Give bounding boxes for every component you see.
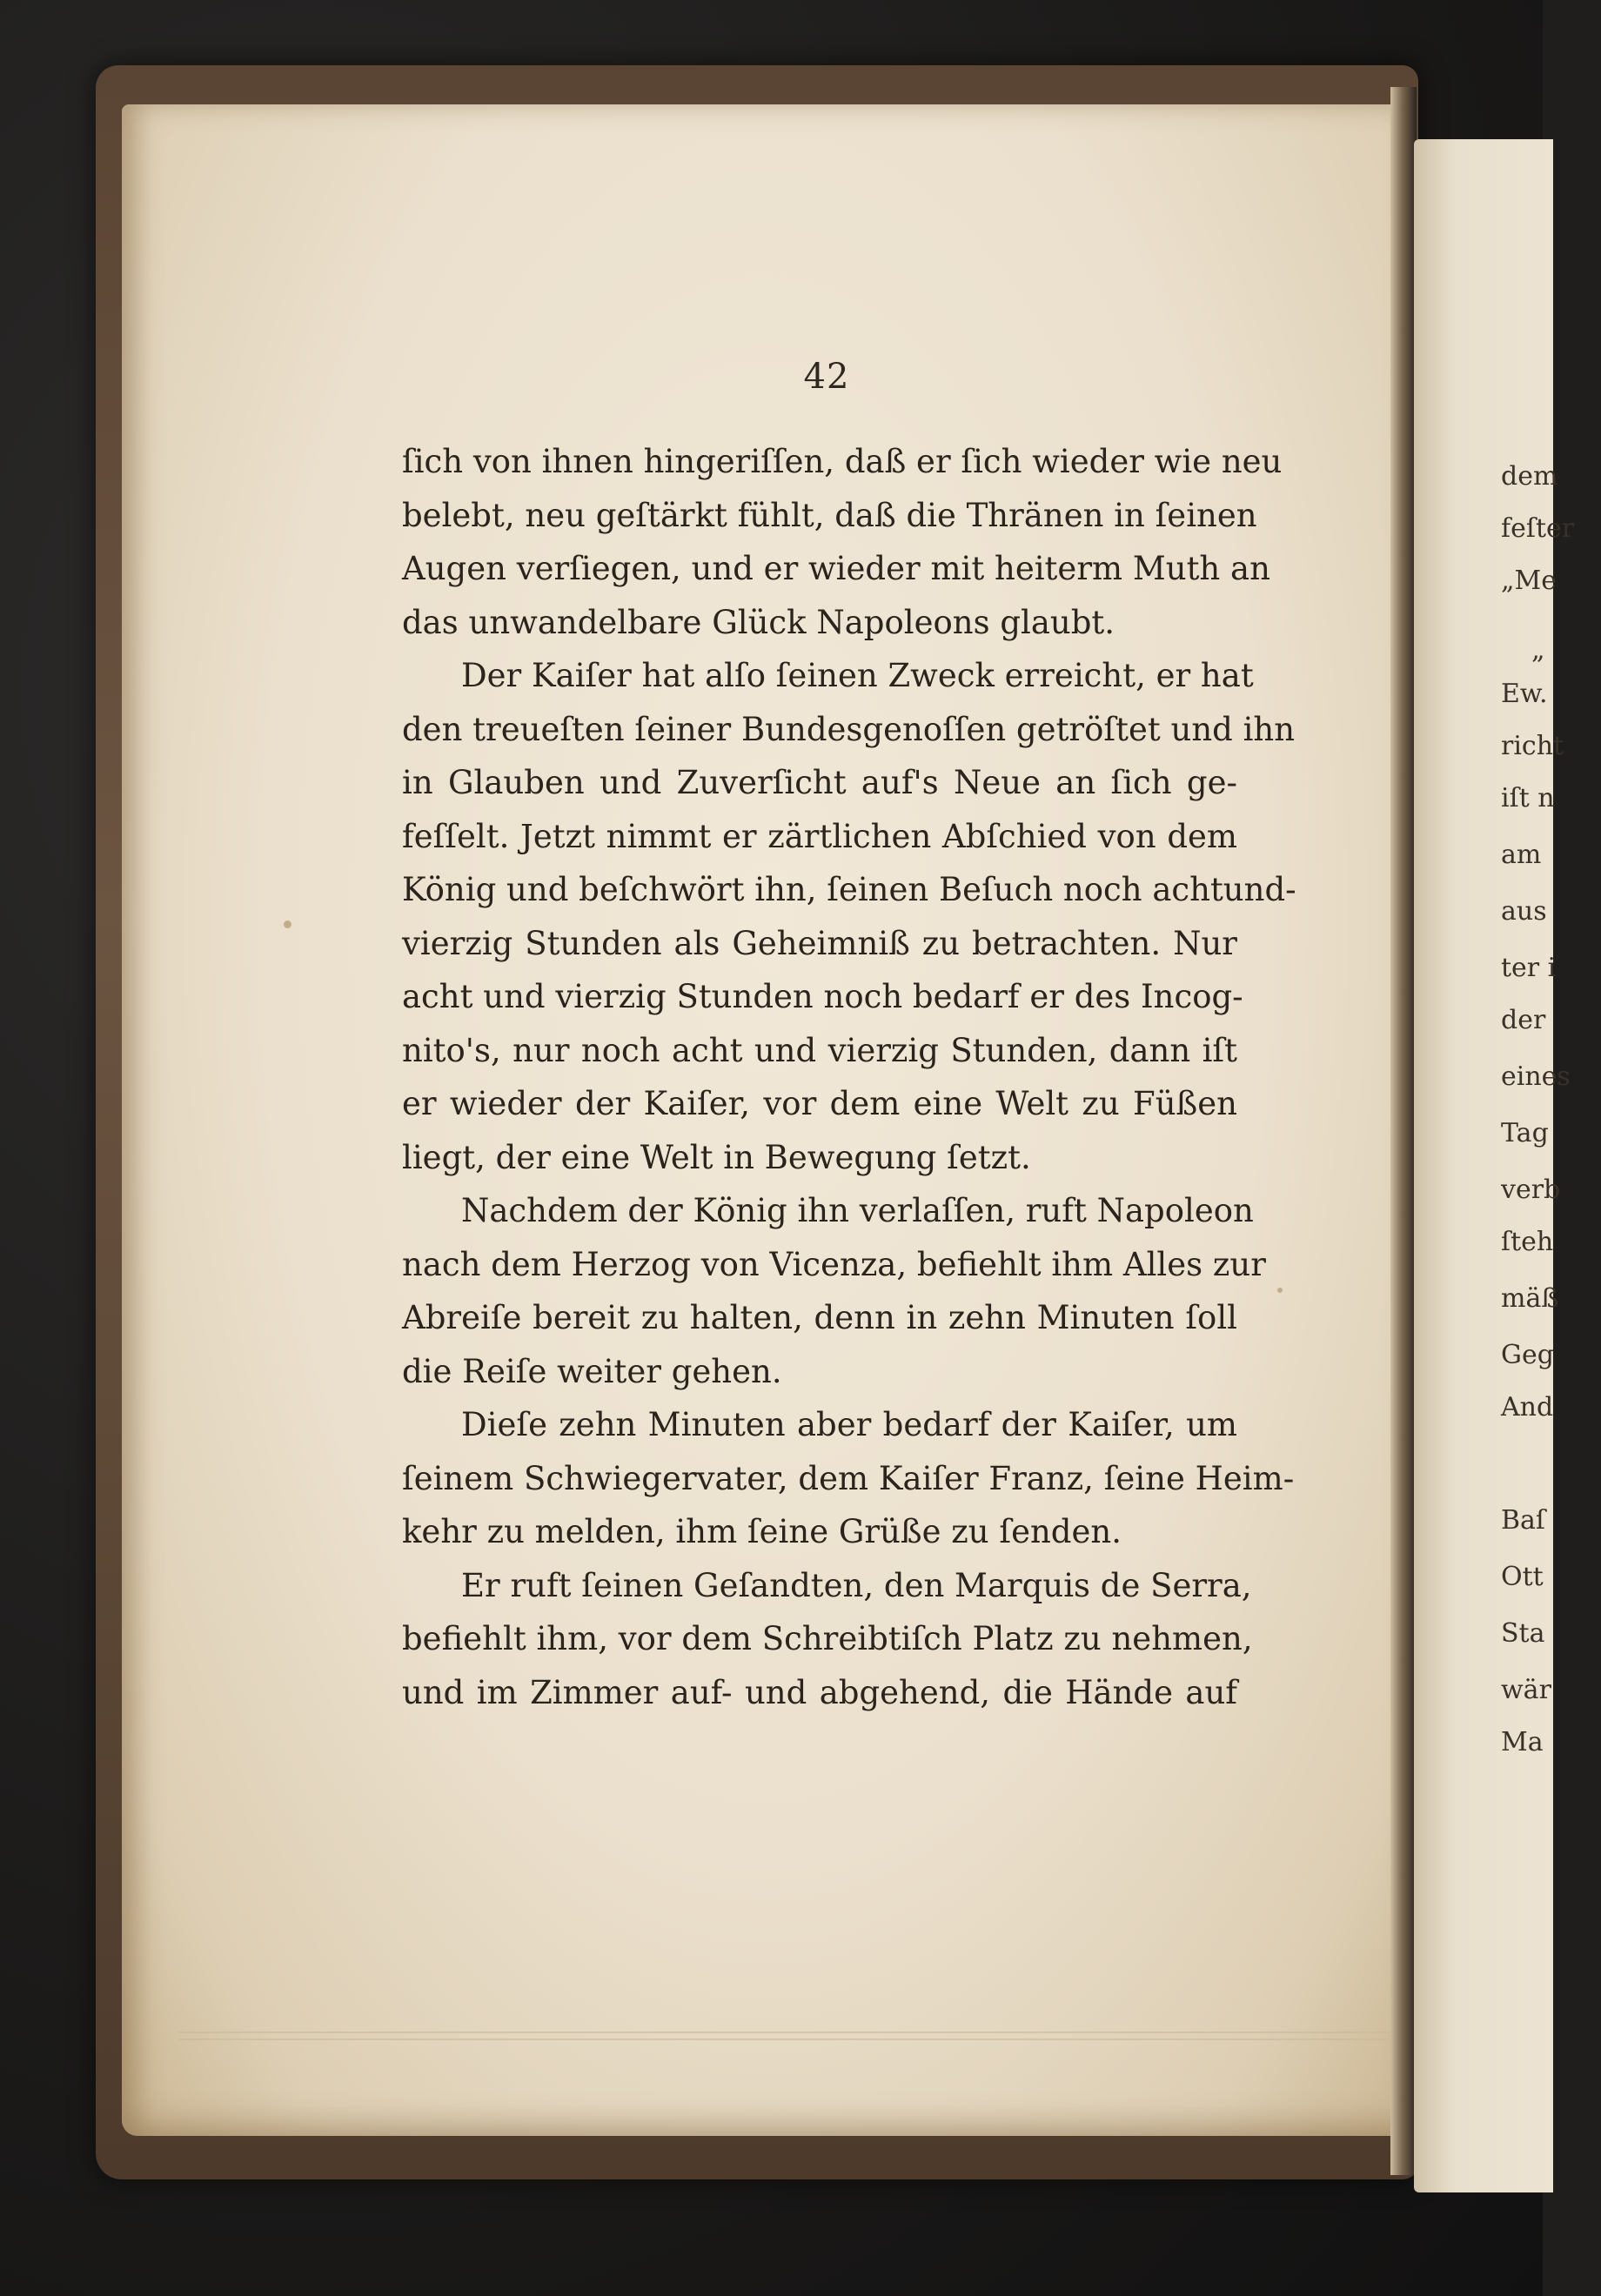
text-line: feſſelt. Jetzt nimmt er zärtlichen Abſchied von dem: [402, 817, 1237, 855]
facing-page-fragment: Ott: [1501, 1562, 1544, 1592]
page-text: [402, 435, 1296, 1719]
paragraph: [402, 435, 1283, 649]
facing-page-fragment: Baſ: [1501, 1505, 1546, 1536]
facing-page-fragment: „: [1531, 635, 1545, 666]
text-line: acht und vierzig Stunden noch bedarf er des Incog-: [402, 978, 1243, 1015]
facing-page-fragment: verb: [1501, 1175, 1561, 1205]
text-line: ſich von ihnen hingeriſſen, daß er ſich wieder wie neu: [402, 443, 1283, 480]
facing-page-fragment: ſteh: [1501, 1227, 1554, 1257]
facing-page-fragment: And: [1501, 1392, 1554, 1422]
text-line: Abreiſe bereit zu halten, denn in zehn Minuten ſoll: [402, 1299, 1237, 1336]
facing-page-fragment: „Me: [1501, 566, 1557, 596]
paragraph: [402, 1398, 1295, 1559]
facing-page: [1414, 139, 1575, 2192]
facing-page-fragment: eines: [1501, 1061, 1571, 1092]
facing-page-fragment: richt: [1501, 731, 1564, 761]
text-line: nito's, nur noch acht und vierzig Stunden, dann iſt: [402, 1031, 1237, 1069]
text-line: Augen verſiegen, und er wieder mit heiterm Muth an: [402, 550, 1270, 587]
text-line: ſeinem Schwiegervater, dem Kaiſer Franz, ſeine Heim-: [402, 1459, 1295, 1497]
text-line: nach dem Herzog von Vicenza, befiehlt ihm Alles zur: [402, 1245, 1266, 1283]
text-line: er wieder der Kaiſer, vor dem eine Welt zu Füßen: [402, 1085, 1237, 1122]
text-line: und im Zimmer auf- und abgehend, die Hände auf: [402, 1673, 1237, 1711]
facing-page-fragment: am: [1501, 840, 1542, 870]
text-line: in Glauben und Zuverſicht auf's Neue an ſich ge-: [402, 764, 1237, 801]
paragraph: [402, 649, 1296, 1184]
text-line: Dieſe zehn Minuten aber bedarf der Kaiſer, um: [461, 1406, 1237, 1443]
facing-page-fragment: aus: [1501, 896, 1547, 927]
text-line: liegt, der eine Welt in Bewegung ſetzt.: [402, 1138, 1031, 1176]
text-line: den treueſten ſeiner Bundesgenoſſen getröſtet und ihn: [402, 710, 1296, 748]
page-bottom-edge: [178, 2032, 1405, 2040]
text-line: belebt, neu geſtärkt fühlt, daß die Thränen in ſeinen: [402, 496, 1257, 534]
text-line: befiehlt ihm, vor dem Schreibtiſch Platz zu nehmen,: [402, 1620, 1253, 1657]
text-line: Der Kaiſer hat alſo ſeinen Zweck erreicht, er hat: [461, 657, 1254, 694]
facing-page-fragment: Ma: [1501, 1727, 1544, 1757]
facing-page-fragment: ter i: [1501, 953, 1557, 983]
text-line: vierzig Stunden als Geheimniß zu betrachten. Nur: [402, 924, 1237, 962]
text-line: die Reiſe weiter gehen.: [402, 1352, 782, 1390]
text-line: das unwandelbare Glück Napoleons glaubt.: [402, 603, 1115, 641]
facing-page-fragment: Ew.: [1501, 679, 1548, 709]
facing-page-fragment: feſter: [1501, 513, 1575, 544]
facing-page-fragment: Tag: [1501, 1118, 1549, 1148]
text-line: König und beſchwört ihn, ſeinen Beſuch noch achtund-: [402, 871, 1296, 908]
facing-page-fragment: Geg: [1501, 1340, 1554, 1370]
facing-page-fragment: dem: [1501, 461, 1558, 492]
facing-page-fragment: mäß: [1501, 1283, 1559, 1314]
paragraph: [402, 1184, 1266, 1398]
facing-page-fragment: wär: [1501, 1675, 1551, 1705]
book-gutter: [1390, 87, 1417, 2175]
facing-page-fragment: Sta: [1501, 1618, 1545, 1649]
text-line: kehr zu melden, ihm ſeine Grüße zu ſenden.: [402, 1513, 1122, 1550]
facing-page-fragment: iſt n: [1501, 783, 1555, 813]
foxing-spot: [284, 920, 291, 928]
text-line: Er ruft ſeinen Geſandten, den Marquis de Serra,: [461, 1566, 1252, 1604]
facing-page-fragment: der: [1501, 1005, 1546, 1035]
text-line: Nachdem der König ihn verlaſſen, ruft Napoleon: [461, 1192, 1254, 1229]
paragraph: [402, 1559, 1253, 1720]
page-number: 42: [803, 357, 850, 397]
foxing-spot: [1277, 1288, 1283, 1293]
